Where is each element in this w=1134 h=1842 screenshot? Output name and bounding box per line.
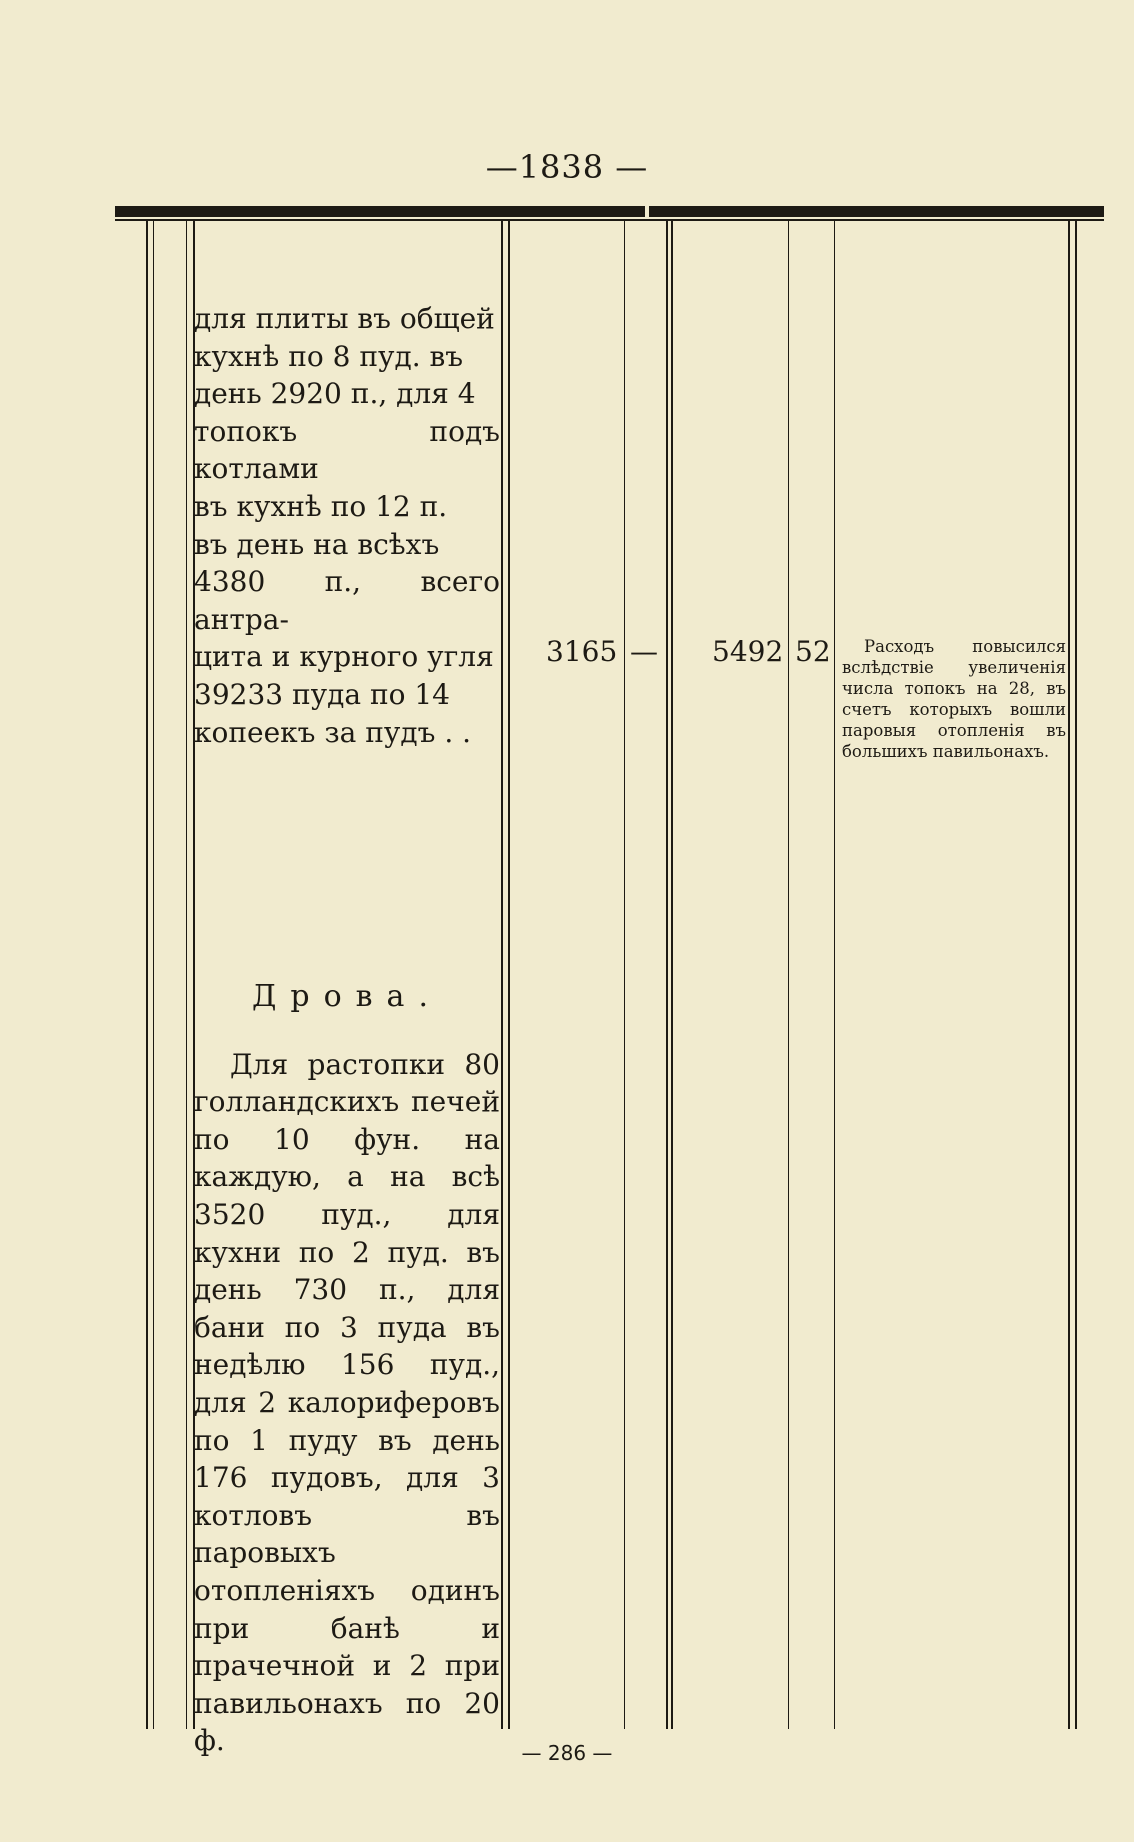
col-line-13 (1075, 221, 1077, 1729)
amount-new-kopecks: 52 (795, 635, 831, 668)
description-line: день 2920 п., для 4 (194, 377, 476, 411)
top-rule-sub (115, 219, 1104, 221)
col-line-8 (666, 221, 668, 1729)
remark-body: Расходъ повысился вслѣдствіе увеличенія числа топокъ на 28, въ счетъ которыхъ вошли паровыя отопленія въ большихъ павильонахъ. (842, 637, 1066, 761)
description-line: цита и курного угля (194, 640, 494, 674)
remark-text (842, 636, 1066, 762)
col-line-6 (508, 221, 510, 1729)
col-line-1 (146, 221, 148, 1729)
description-line: кухнѣ по 8 пуд. въ (194, 339, 464, 373)
page-number: — 286 — (521, 1741, 613, 1765)
col-line-7 (624, 221, 625, 1729)
col-line-2 (153, 221, 154, 1729)
description-line: топокъ подъ котлами (194, 414, 500, 486)
description-line: 4380 п., всего антра- (194, 565, 500, 636)
col-line-10 (788, 221, 789, 1729)
description-line: въ день на всѣхъ (194, 527, 440, 561)
description-line: копеекъ за пудъ . . (194, 715, 472, 749)
section-heading: Дрова. (252, 979, 442, 1014)
amount-previous-kopecks: — (630, 635, 658, 668)
col-line-9 (671, 221, 673, 1729)
top-rule-right (649, 206, 1104, 217)
col-line-11 (834, 221, 835, 1729)
entry-description (194, 300, 500, 751)
firewood-description: Для растопки 80 голландскихъ печей по 10 фун. на каждую, а на всѣ 3520 пуд., для кухни по 2 пуд. въ день 730 п., для бани по 3 пуда въ недѣлю 156 пуд., для 2 калориферовъ по 1 пуду въ день 176 пудовъ, для 3 котловъ въ паровыхъ отопленіяхъ одинъ при банѣ и прачечной и 2 при павильонахъ по 20 ф. (194, 1047, 500, 1758)
amount-previous: 3165 (546, 635, 618, 668)
page-title: —1838 — (485, 148, 649, 186)
col-line-5 (501, 221, 503, 1729)
bleed-through-texture (720, 300, 728, 336)
firewood-section (194, 978, 500, 1760)
description-line: 39233 пуда по 14 (194, 677, 450, 711)
description-line: для плиты въ общей (194, 302, 495, 335)
col-line-12 (1068, 221, 1070, 1729)
description-line: въ кухнѣ по 12 п. (194, 489, 448, 523)
top-rule-left (115, 206, 645, 217)
amount-new: 5492 (712, 635, 784, 668)
col-line-3 (186, 221, 187, 1729)
